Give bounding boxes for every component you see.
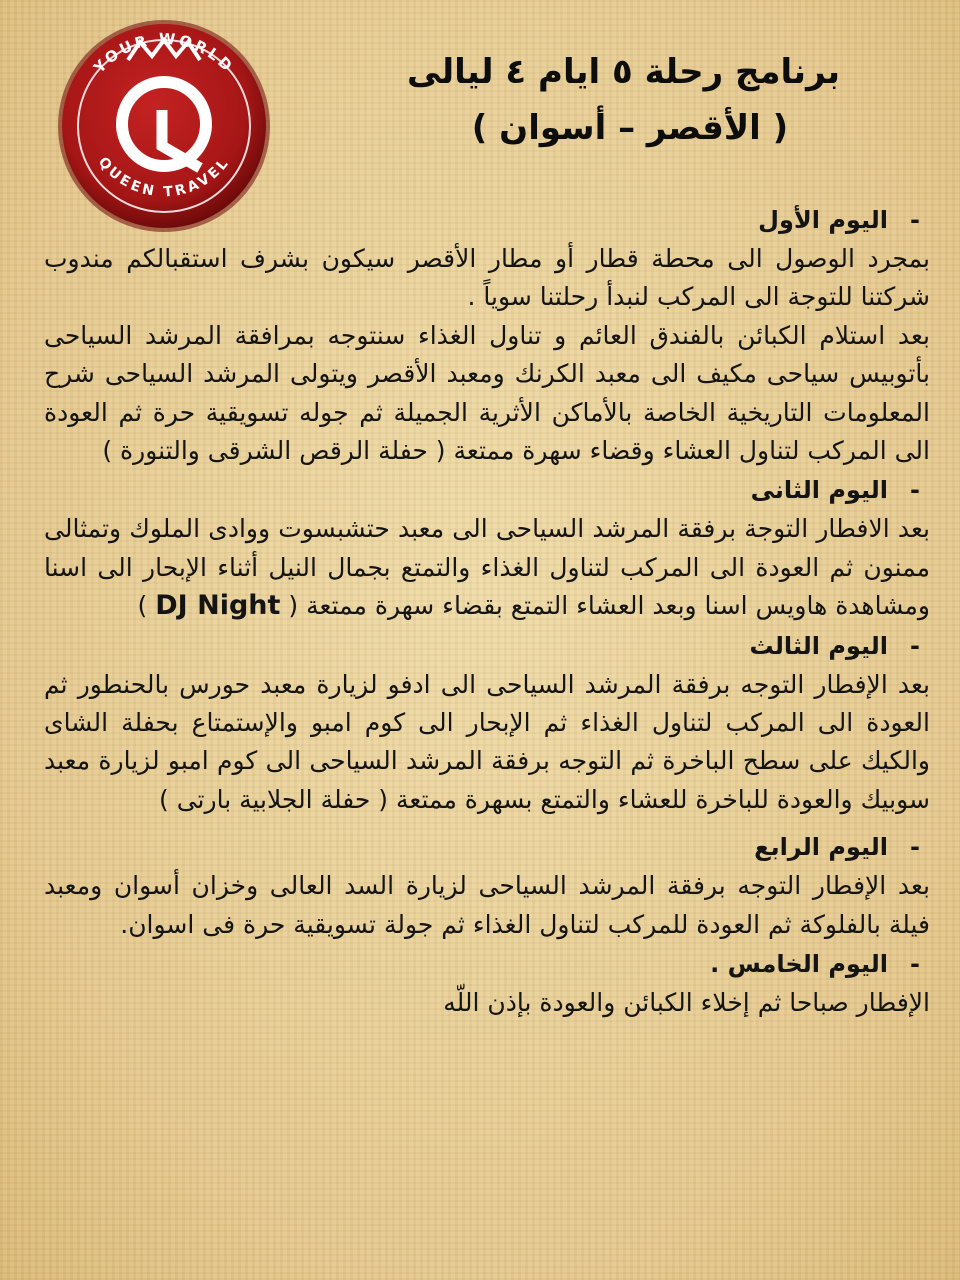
- day-2-text: بعد الافطار التوجة برفقة المرشد السياحى الى معبد حتشبسوت ووادى الملوك وتمثالى ممنون ثم العودة الى المركب لتناول الغذاء والتمتع بجمال النيل أثناء الإبحار الى اسنا ومشاهدة هاويس اسنا وبعد العشاء التمتع بقضاء سهرة ممتعة (: [44, 514, 930, 621]
- day-4: [44, 827, 930, 944]
- bullet-dash: -: [910, 631, 920, 660]
- day-3-paragraph: بعد الإفطار التوجه برفقة المرشد السياحى الى ادفو لزيارة معبد حورس بالحنطور ثم العودة الى المركب لتناول الغذاء ثم الإبحار الى كوم امبو والإستمتاع بحفلة الشاى والكيك على سطح الباخرة ثم التوجه برفقة المرشد السياحى الى كوم امبو لزيارة معبد سوبيك والعودة للباخرة للعشاء والتمتع بسهرة ممتعة ( حفلة الجلابية بارتى ): [44, 669, 930, 814]
- day-2: [44, 470, 930, 625]
- day-5: [44, 944, 930, 1022]
- bullet-dash: -: [910, 206, 920, 234]
- day-1-label: اليوم الأول: [758, 206, 888, 234]
- day-3-label: اليوم الثالث: [749, 631, 888, 660]
- itinerary: [44, 200, 930, 1023]
- day-2-closing-paren: ): [137, 591, 148, 621]
- dj-night-label: DJ Night: [155, 590, 281, 622]
- title-line-1: برنامج رحلة ٥ ايام ٤ ليالى: [407, 52, 840, 92]
- bullet-dash: -: [910, 476, 920, 505]
- bullet-dash: -: [910, 950, 920, 979]
- logo-bottom-text: QUEEN TRAVEL: [94, 154, 234, 201]
- day-4-heading: [44, 827, 930, 867]
- day-5-heading: [44, 944, 930, 984]
- day-1-heading: [44, 200, 930, 240]
- day-1-paragraph-1: بمجرد الوصول الى محطة قطار أو مطار الأقصر سيكون بشرف استقبالكم مندوب شركتنا للتوجة الى المركب لنبدأ رحلتنا سوياً .: [44, 244, 930, 312]
- bullet-dash: -: [910, 833, 920, 862]
- title-line-2: ( الأقصر – أسوان ): [471, 108, 789, 148]
- day-1: [44, 200, 930, 470]
- day-2-label: اليوم الثانى: [750, 476, 888, 505]
- day-3-heading: [44, 626, 930, 666]
- program-title: [407, 44, 840, 156]
- day-4-label: اليوم الرابع: [754, 833, 888, 862]
- day-2-paragraph: [44, 510, 930, 625]
- logo-top-text: YOUR WORLD: [90, 29, 238, 77]
- day-5-label: اليوم الخامس .: [710, 950, 888, 979]
- day-1-paragraph-2: بعد استلام الكبائن بالفندق العائم و تناول الغذاء سنتوجه بمرافقة المرشد السياحى بأتوبيس سياحى مكيف الى معبد الكرنك ومعبد الأقصر ويتولى المرشد السياحى شرح المعلومات التاريخية الخاصة بالأماكن الأثرية الجميلة ثم جوله تسويقية حرة ثم العودة الى المركب لتناول العشاء وقضاء سهرة ممتعة ( حفلة الرقص الشرقى والتنورة ): [44, 320, 930, 466]
- day-4-paragraph: بعد الإفطار التوجه برفقة المرشد السياحى لزيارة السد العالى وخزان أسوان ومعبد فيلة بالفلوكة ثم العودة للمركب لتناول الغذاء ثم جولة تسويقية حرة فى اسوان.: [44, 871, 930, 939]
- day-2-heading: [44, 470, 930, 510]
- day-5-paragraph: الإفطار صباحا ثم إخلاء الكبائن والعودة بإذن اللّه: [443, 988, 930, 1018]
- day-3: [44, 626, 930, 820]
